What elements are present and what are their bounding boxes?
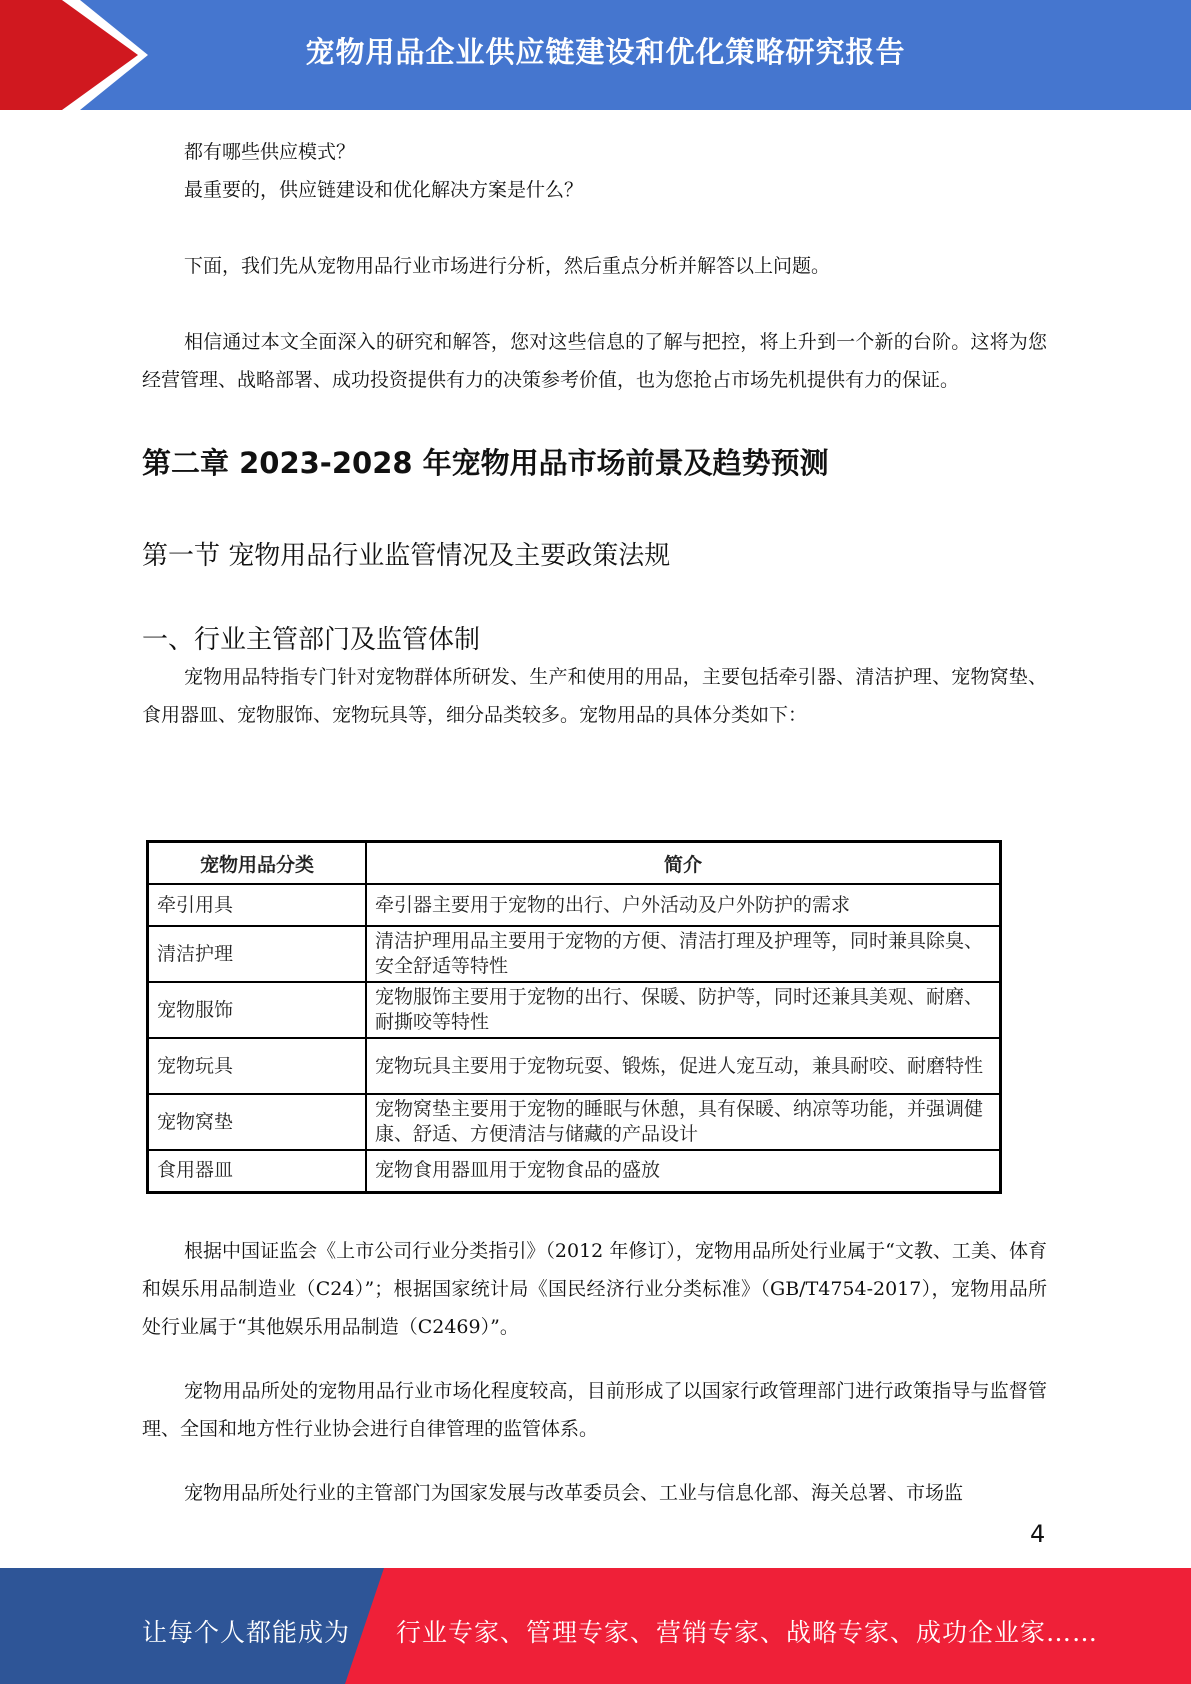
table-header-row — [148, 842, 1001, 885]
category-table — [146, 840, 1002, 1194]
table-cell-desc: 宠物食用器皿用于宠物食品的盛放 — [366, 1150, 1001, 1192]
table-cell-category: 宠物服饰 — [148, 982, 367, 1038]
table-header-desc: 简介 — [366, 842, 1001, 885]
intro-question-1: 都有哪些供应模式？ — [184, 141, 356, 163]
main-content — [142, 133, 1047, 734]
table-header-category: 宠物用品分类 — [148, 842, 367, 885]
body-paragraph-3: 宠物用品所处的宠物用品行业市场化程度较高，目前形成了以国家行政管理部门进行政策指导与监督管理、全国和地方性行业协会进行自律管理的监管体系。 — [142, 1380, 1047, 1440]
page-header — [0, 0, 1191, 110]
post-table-content — [142, 1232, 1047, 1512]
table-cell-desc: 牵引器主要用于宠物的出行、户外活动及户外防护的需求 — [366, 884, 1001, 926]
intro-paragraph-2: 相信通过本文全面深入的研究和解答，您对这些信息的了解与把控，将上升到一个新的台阶。这将为您经营管理、战略部署、成功投资提供有力的决策参考价值，也为您抢占市场先机提供有力的保证。 — [142, 331, 1047, 391]
table-cell-category: 宠物窝垫 — [148, 1094, 367, 1150]
table-cell-desc: 宠物玩具主要用于宠物玩耍、锻炼，促进人宠互动，兼具耐咬、耐磨特性 — [366, 1038, 1001, 1094]
intro-question-2: 最重要的，供应链建设和优化解决方案是什么？ — [184, 179, 584, 201]
table-row — [148, 926, 1001, 982]
header-title: 宠物用品企业供应链建设和优化策略研究报告 — [305, 35, 906, 69]
table-cell-category: 牵引用具 — [148, 884, 367, 926]
table-row — [148, 1094, 1001, 1150]
body-paragraph-2: 根据中国证监会《上市公司行业分类指引》（2012 年修订），宠物用品所处行业属于“文教、工美、体育和娱乐用品制造业（C24）”；根据国家统计局《国民经济行业分类标准》（GB/T4754-2017），宠物用品所处行业属于“其他娱乐用品制造（C2469）”。 — [142, 1240, 1047, 1338]
section-title: 第一节 宠物用品行业监管情况及主要政策法规 — [142, 541, 671, 571]
footer-slogan-left: 让每个人都能成为 — [142, 1618, 351, 1647]
page-footer — [0, 1568, 1191, 1684]
intro-paragraph-1: 下面，我们先从宠物用品行业市场进行分析，然后重点分析并解答以上问题。 — [184, 255, 831, 277]
table-row — [148, 982, 1001, 1038]
chapter-title: 第二章 2023-2028 年宠物用品市场前景及趋势预测 — [142, 446, 829, 480]
table-cell-category: 食用器皿 — [148, 1150, 367, 1192]
table-cell-desc: 宠物窝垫主要用于宠物的睡眠与休憩，具有保暖、纳凉等功能，并强调健康、舒适、方便清洁与储藏的产品设计 — [366, 1094, 1001, 1150]
table-cell-category: 清洁护理 — [148, 926, 367, 982]
body-paragraph-1: 宠物用品特指专门针对宠物群体所研发、生产和使用的用品，主要包括牵引器、清洁护理、宠物窝垫、食用器皿、宠物服饰、宠物玩具等，细分品类较多。宠物用品的具体分类如下： — [142, 666, 1047, 726]
footer-slogan-right: 行业专家、管理专家、营销专家、战略专家、成功企业家…… — [396, 1618, 1099, 1647]
table-cell-category: 宠物玩具 — [148, 1038, 367, 1094]
table-cell-desc: 宠物服饰主要用于宠物的出行、保暖、防护等，同时还兼具美观、耐磨、耐撕咬等特性 — [366, 982, 1001, 1038]
table-row — [148, 884, 1001, 926]
table-row — [148, 1038, 1001, 1094]
table-cell-desc: 清洁护理用品主要用于宠物的方便、清洁打理及护理等，同时兼具除臭、安全舒适等特性 — [366, 926, 1001, 982]
table-row — [148, 1150, 1001, 1192]
subsection-title: 一、行业主管部门及监管体制 — [142, 625, 481, 655]
page-number: 4 — [1030, 1520, 1046, 1548]
body-paragraph-4: 宠物用品所处行业的主管部门为国家发展与改革委员会、工业与信息化部、海关总署、市场监 — [184, 1482, 964, 1504]
